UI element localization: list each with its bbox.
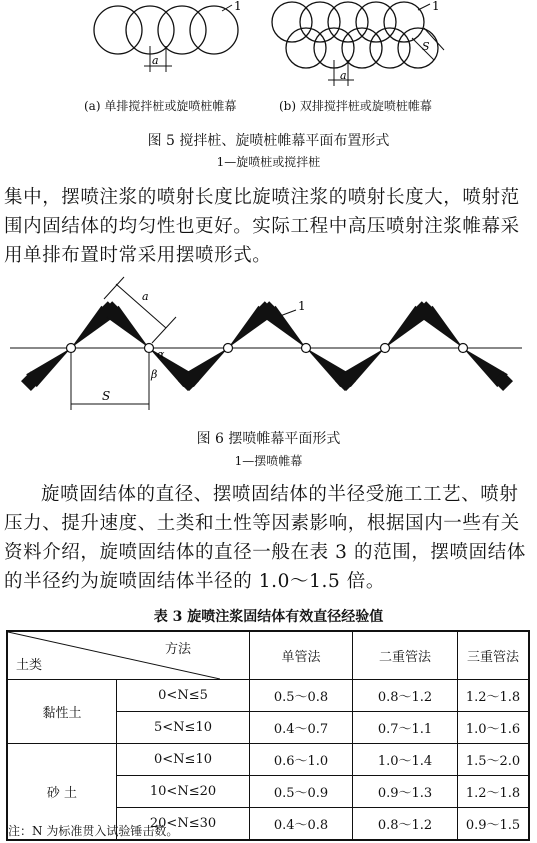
fig5b-label-1: 1 bbox=[432, 0, 440, 13]
pile-circle bbox=[158, 6, 206, 54]
figure-5-diagram bbox=[0, 0, 537, 92]
condition-cell: 5<N≤10 bbox=[117, 712, 250, 744]
condition-cell: 20<N≤30 bbox=[117, 808, 250, 841]
fig5b-dim-a: a bbox=[340, 69, 347, 82]
figure-5b-caption: (b) 双排搅拌桩或旋喷桩帷幕 bbox=[279, 99, 432, 113]
table-3 bbox=[6, 630, 530, 841]
condition-cell: 0<N≤5 bbox=[117, 680, 250, 712]
header-soil: 土类 bbox=[16, 658, 43, 673]
table-header-row bbox=[7, 631, 529, 680]
column-header: 三重管法 bbox=[458, 631, 529, 680]
fig6-beta: β bbox=[151, 368, 158, 381]
paragraph-1-text: 集中，摆喷注浆的喷射长度比旋喷注浆的喷射长度大，喷射范围内固结体的均匀性也更好。实际工程中高压喷射注浆帷幕采用单排布置时常采用摆喷形式。 bbox=[4, 187, 520, 266]
value-cell: 0.9～1.3 bbox=[353, 776, 458, 808]
table-3-title: 表 3 旋喷注浆固结体有效直径经验值 bbox=[153, 609, 384, 625]
value-cell: 1.5～2.0 bbox=[458, 744, 529, 776]
table-row bbox=[7, 680, 529, 712]
header-diagonal-cell bbox=[7, 631, 250, 680]
table-row bbox=[7, 744, 529, 776]
leader-line bbox=[418, 4, 430, 10]
value-cell: 0.5～0.8 bbox=[250, 680, 353, 712]
figure-6-diagram bbox=[0, 272, 537, 422]
value-cell: 0.4～0.7 bbox=[250, 712, 353, 744]
pile-circle bbox=[94, 6, 142, 54]
fig6-dim-s: S bbox=[102, 389, 111, 403]
soil-type-cell: 砂 土 bbox=[7, 744, 117, 841]
value-cell: 0.6～1.0 bbox=[250, 744, 353, 776]
swing-jet-fans bbox=[21, 301, 513, 391]
soil-type-cell: 黏性土 bbox=[7, 680, 117, 744]
fig5a-dim-a: a bbox=[152, 54, 159, 67]
value-cell: 1.0～1.6 bbox=[458, 712, 529, 744]
pile-circle bbox=[190, 6, 238, 54]
value-cell: 0.8～1.2 bbox=[353, 680, 458, 712]
value-cell: 1.2～1.8 bbox=[458, 680, 529, 712]
paragraph-2-text: 旋喷固结体的直径、摆喷固结体的半径受施工工艺、喷射压力、提升速度、土类和土性等因素影响，根据国内一些有关资料介绍，旋喷固结体的直径一般在表 3 的范围，摆喷固结体的半径约为旋喷固结体半径的 1.0～1.5 倍。 bbox=[4, 484, 526, 592]
value-cell: 0.7～1.1 bbox=[353, 712, 458, 744]
value-cell: 0.8～1.2 bbox=[353, 808, 458, 841]
condition-cell: 0<N≤10 bbox=[117, 744, 250, 776]
table-3-note: 注：N 为标准贯入试验锤击数。 bbox=[8, 824, 179, 838]
fig6-dim-a: a bbox=[142, 290, 149, 303]
value-cell: 0.4～0.8 bbox=[250, 808, 353, 841]
fig5a-label-1: 1 bbox=[234, 0, 242, 13]
figure-6-legend: 1—摆喷帷幕 bbox=[234, 454, 303, 468]
value-cell: 0.9～1.5 bbox=[458, 808, 529, 841]
figure-5a-caption: (a) 单排搅拌桩或旋喷桩帷幕 bbox=[84, 99, 237, 113]
fig6-label-1: 1 bbox=[298, 299, 306, 313]
value-cell: 0.5～0.9 bbox=[250, 776, 353, 808]
figure-5-caption: 图 5 搅拌桩、旋喷桩帷幕平面布置形式 bbox=[147, 133, 390, 149]
leader-line bbox=[280, 310, 296, 316]
value-cell: 1.2～1.8 bbox=[458, 776, 529, 808]
value-cell: 1.0～1.4 bbox=[353, 744, 458, 776]
fig6-alpha: α bbox=[157, 348, 165, 361]
header-method: 方法 bbox=[165, 642, 192, 657]
figure-6-caption: 图 6 摆喷帷幕平面形式 bbox=[196, 431, 341, 447]
column-header: 二重管法 bbox=[353, 631, 458, 680]
paragraph-2 bbox=[4, 480, 534, 596]
condition-cell: 10<N≤20 bbox=[117, 776, 250, 808]
paragraph-1 bbox=[4, 183, 534, 270]
figure-5-legend: 1—旋喷桩或搅拌桩 bbox=[216, 155, 321, 169]
fig5b-dim-s: S bbox=[422, 40, 430, 53]
column-header: 单管法 bbox=[250, 631, 353, 680]
double-row-piles bbox=[272, 2, 438, 68]
